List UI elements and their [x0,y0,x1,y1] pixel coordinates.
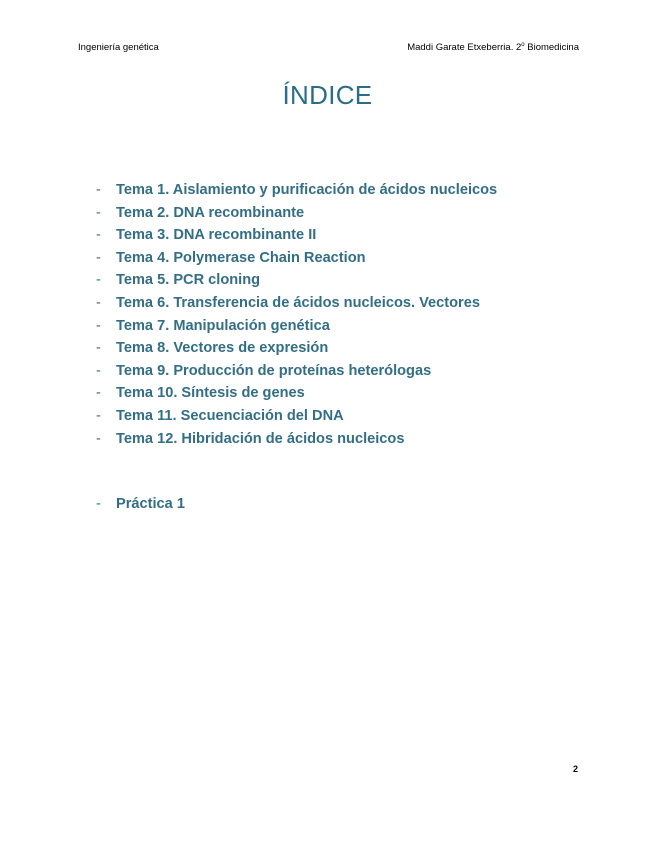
header-course-title: Ingeniería genética [78,42,159,53]
header-author-degree: Biomedicina [524,42,579,53]
toc-item[interactable] [96,269,497,292]
page-number: 2 [573,764,579,774]
toc-item[interactable] [96,382,497,405]
toc-item[interactable] [96,247,497,270]
toc-item[interactable] [96,202,497,225]
practice-item[interactable] [96,493,185,516]
toc-bullet: - [96,317,101,334]
toc-item-label: Tema 11. Secuenciación del DNA [116,407,344,424]
practice-list [96,493,185,516]
header-author-name: Maddi Garate Etxeberria. 2 [407,42,522,53]
toc-bullet: - [96,227,101,244]
toc-item[interactable] [96,292,497,315]
page-title: ÍNDICE [282,80,373,110]
toc-bullet: - [96,249,101,266]
header-author [407,42,579,53]
toc-bullet: - [96,430,101,447]
toc-item-label: Tema 8. Vectores de expresión [116,340,329,357]
toc-bullet: - [96,340,101,357]
toc-bullet: - [96,407,101,424]
toc-bullet: - [96,272,101,289]
header-author-ordinal: o [521,41,525,48]
toc-item-label: Tema 7. Manipulación genética [116,317,330,334]
toc-bullet: - [96,362,101,379]
toc-item-label: Tema 9. Producción de proteínas heterólogas [116,362,432,379]
table-of-contents [96,179,497,450]
toc-bullet: - [96,294,101,311]
toc-item-label: Tema 1. Aislamiento y purificación de ácidos nucleicos [116,182,498,198]
toc-item-label: Tema 4. Polymerase Chain Reaction [116,249,366,266]
toc-item-label: Tema 10. Síntesis de genes [116,385,305,402]
toc-item[interactable] [96,428,497,451]
toc-item-label: Tema 6. Transferencia de ácidos nucleicos. Vectores [116,294,480,311]
practice-bullet: - [96,496,101,512]
toc-bullet: - [96,204,101,221]
toc-item-label: Tema 12. Hibridación de ácidos nucleicos [116,430,405,447]
toc-bullet: - [96,385,101,402]
toc-item[interactable] [96,405,497,428]
toc-bullet: - [96,182,101,198]
toc-item-label: Tema 3. DNA recombinante II [116,227,317,244]
toc-item[interactable] [96,337,497,360]
toc-item[interactable] [96,224,497,247]
practice-item-label: Práctica 1 [116,496,185,512]
toc-item-label: Tema 5. PCR cloning [116,272,261,289]
toc-item[interactable] [96,360,497,383]
toc-item-label: Tema 2. DNA recombinante [116,204,305,221]
toc-item[interactable] [96,179,497,202]
toc-item[interactable] [96,315,497,338]
